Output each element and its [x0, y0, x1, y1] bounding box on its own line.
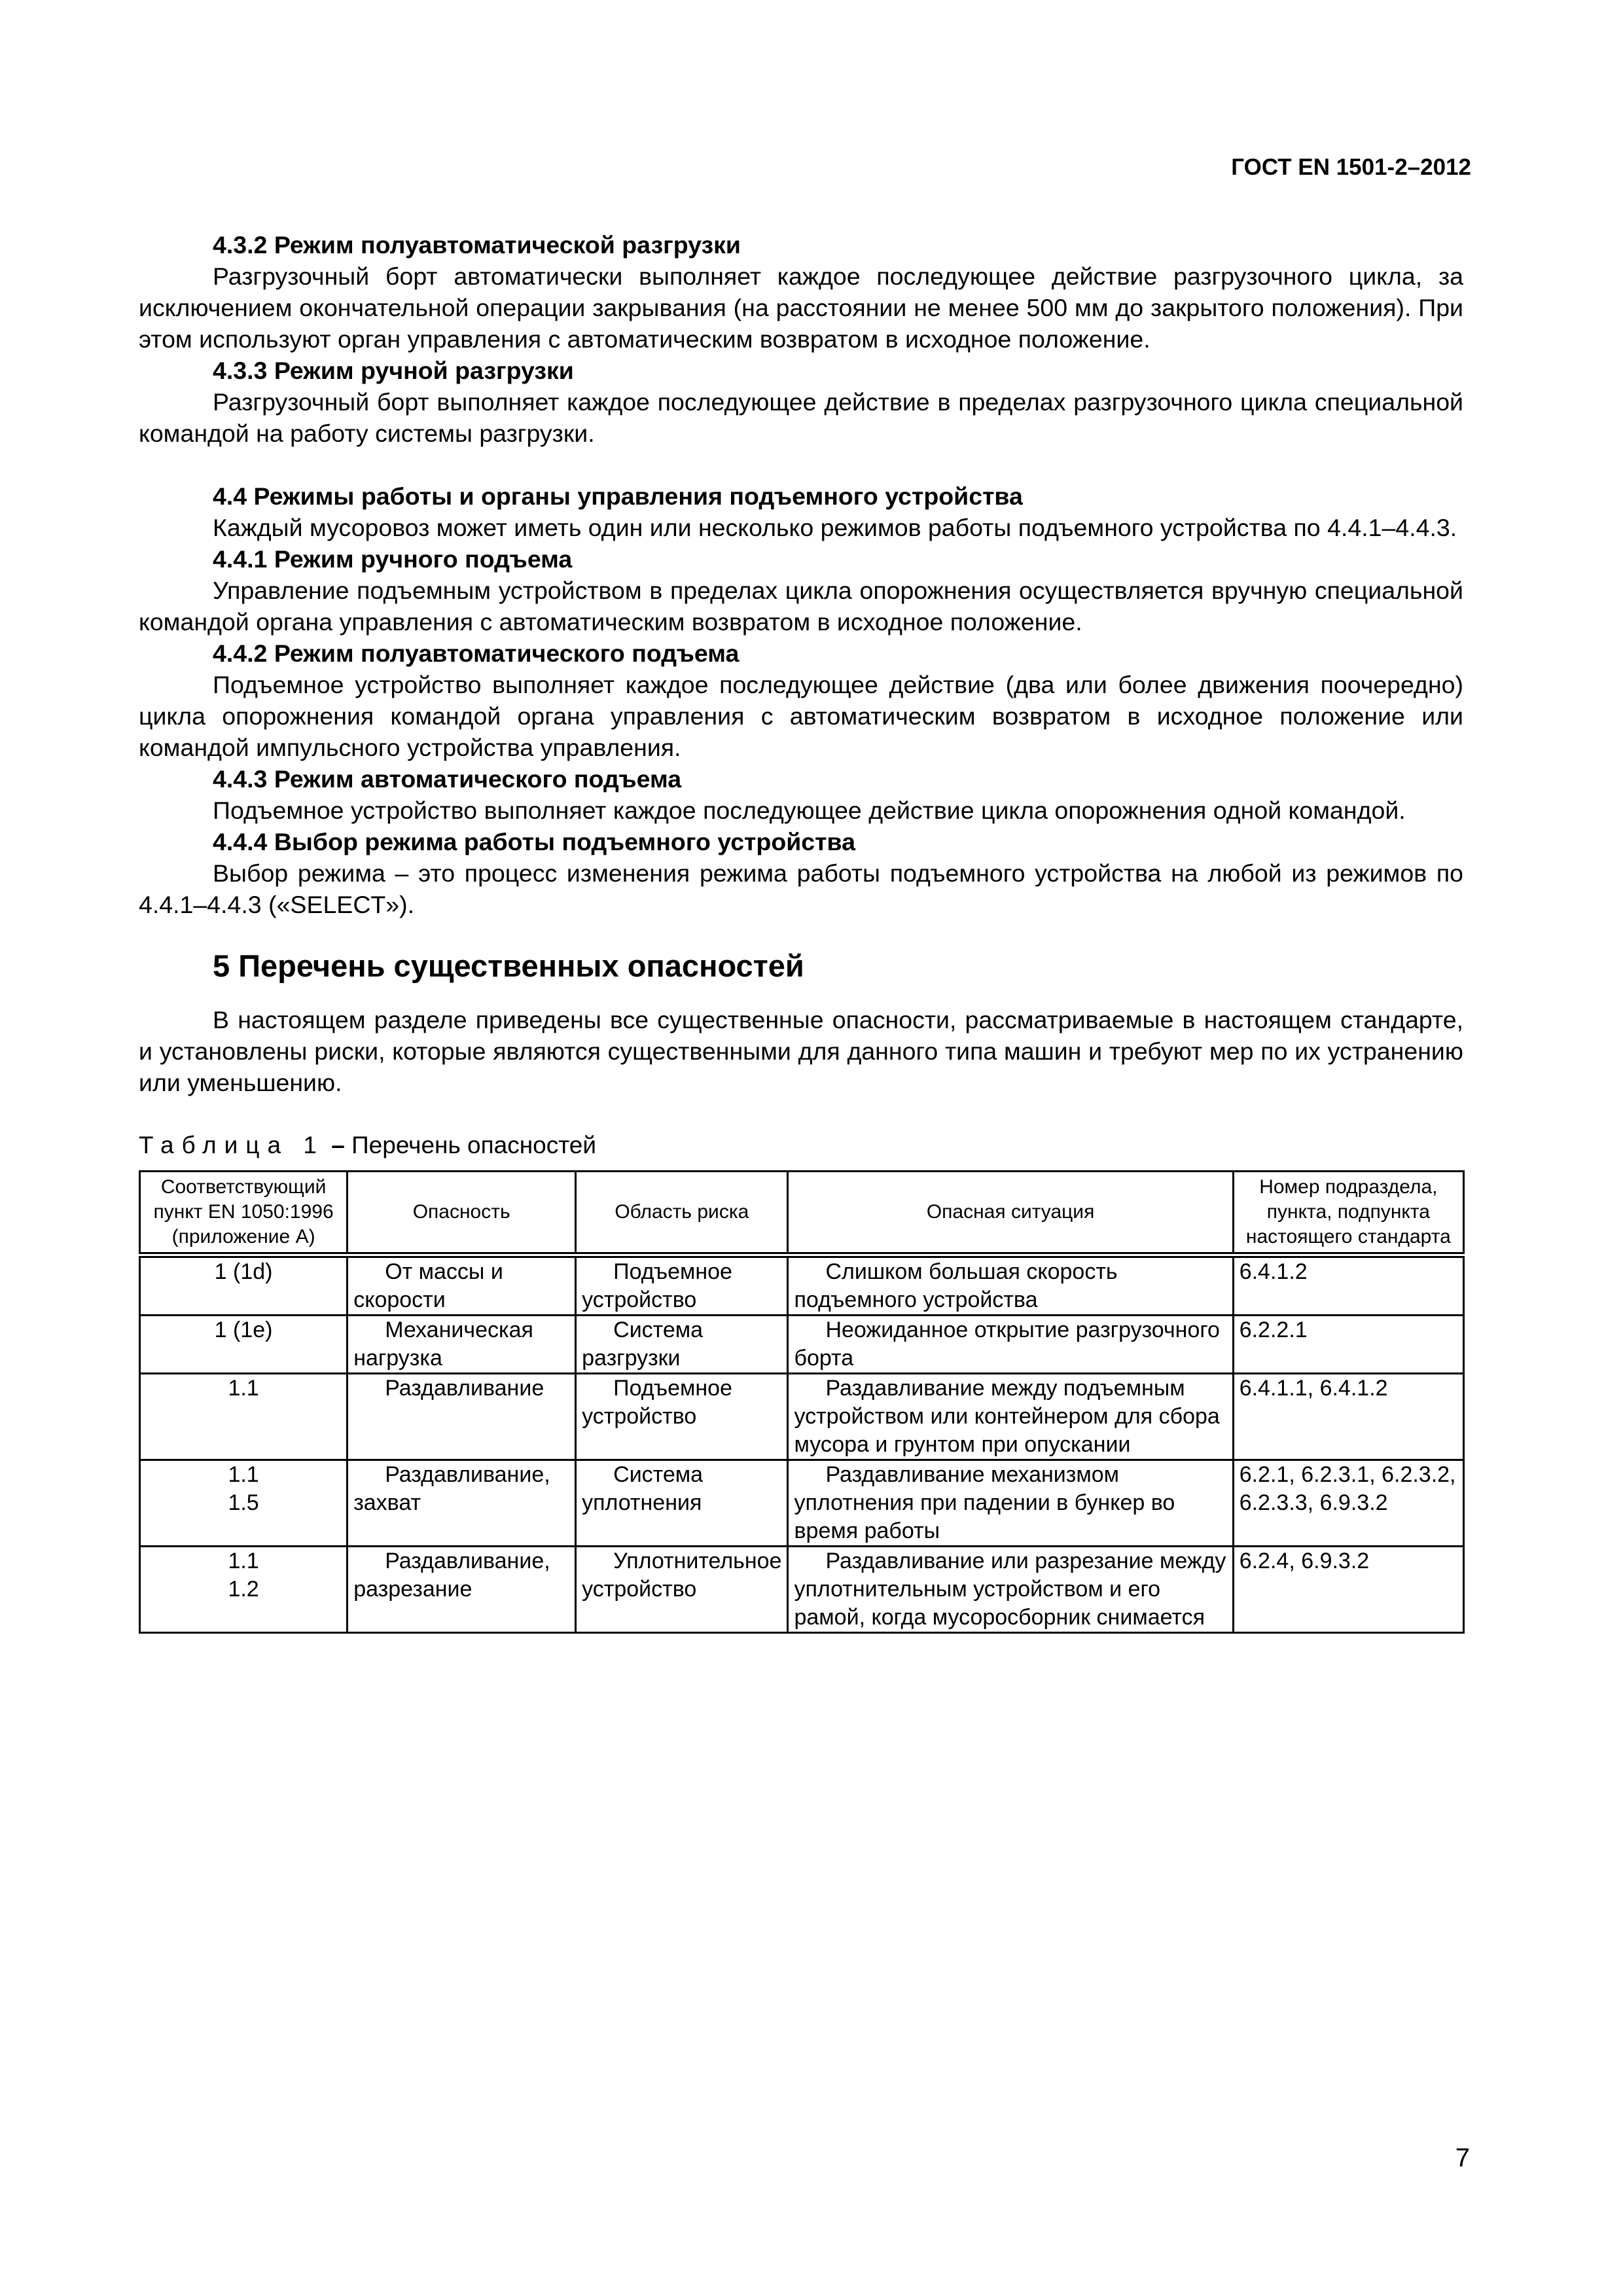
table-caption-label: Таблица 1 — [139, 1132, 325, 1158]
cell-risk-area-text: Уплотнительное устройство — [582, 1549, 782, 1602]
cell-situation-text: Слишком большая скорость подъемного устройства — [794, 1259, 1118, 1312]
cell-en-clause: 1.1 1.2 — [140, 1547, 348, 1633]
table-header-row — [140, 1172, 1464, 1255]
cell-situation-text: Неожиданное открытие разгрузочного борта — [794, 1318, 1220, 1371]
cell-situation-text: Раздавливание или разрезание между уплотнительным устройством и его рамой, когда мусоросборник снимается — [794, 1549, 1226, 1630]
table-caption-dash: – — [331, 1132, 345, 1158]
section-5-intro: В настоящем разделе приведены все существенные опасности, рассматриваемые в настоящем стандарте, и установлены риски, которые являются существенными для данного типа машин и требуют мер по их устранению или уменьшению. — [139, 1006, 1463, 1096]
heading-4-4-3: 4.4.3 Режим автоматического подъема — [213, 765, 682, 793]
cell-situation-text: Раздавливание механизмом уплотнения при падении в бункер во время работы — [794, 1462, 1175, 1543]
cell-risk-area — [576, 1374, 788, 1460]
cell-hazard — [348, 1547, 576, 1633]
header-clause-number: Номер подраздела, пункта, подпункта настоящего стандарта — [1233, 1172, 1463, 1255]
cell-risk-area — [576, 1460, 788, 1547]
cell-hazard-text: Раздавливание, разрезание — [353, 1549, 550, 1602]
cell-clause-number: 6.2.4, 6.9.3.2 — [1233, 1547, 1463, 1633]
cell-risk-area-text: Система разгрузки — [582, 1318, 704, 1371]
cell-risk-area — [576, 1316, 788, 1374]
table-row — [140, 1547, 1464, 1633]
table-row — [140, 1255, 1464, 1316]
paragraph-4-4: Каждый мусоровоз может иметь один или несколько режимов работы подъемного устройства по 4.4.1–4.4.3. — [213, 514, 1457, 541]
paragraph-4-3-3: Разгрузочный борт выполняет каждое последующее действие в пределах разгрузочного цикла специальной командой на работу системы разгрузки. — [139, 388, 1463, 447]
paragraph-4-4-4: Выбор режима – это процесс изменения режима работы подъемного устройства на любой из режимов по 4.4.1–4.4.3 («SELECT»). — [139, 859, 1463, 918]
cell-en-clause: 1 (1d) — [140, 1255, 348, 1316]
paragraph-4-3-2: Разгрузочный борт автоматически выполняет каждое последующее действие разгрузочного цикла, за исключением окончательной операции закрывания (на расстоянии не менее 500 мм до закрытого положения). При этом используют орган управления с автоматическим возвратом в исходное положение. — [139, 262, 1463, 353]
cell-hazard-text: От массы и скорости — [353, 1259, 503, 1312]
cell-hazard-text: Раздавливание, захват — [353, 1462, 550, 1515]
cell-situation — [788, 1316, 1233, 1374]
cell-situation — [788, 1547, 1233, 1633]
cell-clause-number: 6.4.1.1, 6.4.1.2 — [1233, 1374, 1463, 1460]
header-hazard: Опасность — [348, 1172, 576, 1255]
heading-4-3-3: 4.3.3 Режим ручной разгрузки — [213, 357, 574, 384]
cell-risk-area-text: Подъемное устройство — [582, 1376, 732, 1429]
heading-4-4-1: 4.4.1 Режим ручного подъема — [213, 545, 573, 573]
paragraph-4-4-1: Управление подъемным устройством в пределах цикла опорожнения осуществляется вручную специальной командой органа управления с автоматическим возвратом в исходное положение. — [139, 577, 1463, 636]
cell-situation — [788, 1460, 1233, 1547]
page-content — [139, 229, 1463, 1634]
heading-4-3-2: 4.3.2 Режим полуавтоматической разгрузки — [213, 231, 741, 259]
cell-clause-number: 6.4.1.2 — [1233, 1255, 1463, 1316]
cell-risk-area-text: Подъемное устройство — [582, 1259, 732, 1312]
heading-4-4-2: 4.4.2 Режим полуавтоматического подъема — [213, 639, 740, 667]
paragraph-4-4-3: Подъемное устройство выполняет каждое последующее действие цикла опорожнения одной командой. — [213, 797, 1406, 824]
hazards-table — [139, 1170, 1465, 1634]
cell-hazard-text: Раздавливание — [385, 1376, 544, 1401]
cell-risk-area — [576, 1255, 788, 1316]
table-row — [140, 1460, 1464, 1547]
header-risk-area: Область риска — [576, 1172, 788, 1255]
heading-4-4-4: 4.4.4 Выбор режима работы подъемного устройства — [213, 828, 855, 855]
cell-situation — [788, 1374, 1233, 1460]
cell-hazard — [348, 1255, 576, 1316]
document-code: ГОСТ EN 1501-2–2012 — [1231, 154, 1471, 180]
cell-en-clause: 1 (1e) — [140, 1316, 348, 1374]
table-caption — [139, 1130, 1463, 1161]
cell-hazard — [348, 1316, 576, 1374]
cell-hazard — [348, 1374, 576, 1460]
cell-clause-number: 6.2.2.1 — [1233, 1316, 1463, 1374]
table-row — [140, 1374, 1464, 1460]
section-5-title: 5 Перечень существенных опасностей — [213, 948, 804, 983]
cell-situation — [788, 1255, 1233, 1316]
table-row — [140, 1316, 1464, 1374]
cell-risk-area — [576, 1547, 788, 1633]
heading-4-4: 4.4 Режимы работы и органы управления подъемного устройства — [213, 482, 1023, 510]
header-hazardous-situation: Опасная ситуация — [788, 1172, 1233, 1255]
table-caption-title: Перечень опасностей — [351, 1132, 596, 1158]
cell-risk-area-text: Система уплотнения — [582, 1462, 704, 1515]
cell-en-clause: 1.1 — [140, 1374, 348, 1460]
paragraph-4-4-2: Подъемное устройство выполняет каждое последующее действие (два или более движения поочередно) цикла опорожнения командой органа управления с автоматическим возвратом в исходное положение или командой импульсного устройства управления. — [139, 671, 1463, 761]
cell-hazard-text: Механическая нагрузка — [353, 1318, 533, 1371]
page-number: 7 — [1455, 2144, 1470, 2172]
cell-situation-text: Раздавливание между подъемным устройством или контейнером для сбора мусора и грунтом при опускании — [794, 1376, 1220, 1457]
cell-hazard — [348, 1460, 576, 1547]
cell-en-clause: 1.1 1.5 — [140, 1460, 348, 1547]
cell-clause-number: 6.2.1, 6.2.3.1, 6.2.3.2, 6.2.3.3, 6.9.3.2 — [1233, 1460, 1463, 1547]
header-en-clause: Соответствующий пункт EN 1050:1996 (приложение А) — [140, 1172, 348, 1255]
